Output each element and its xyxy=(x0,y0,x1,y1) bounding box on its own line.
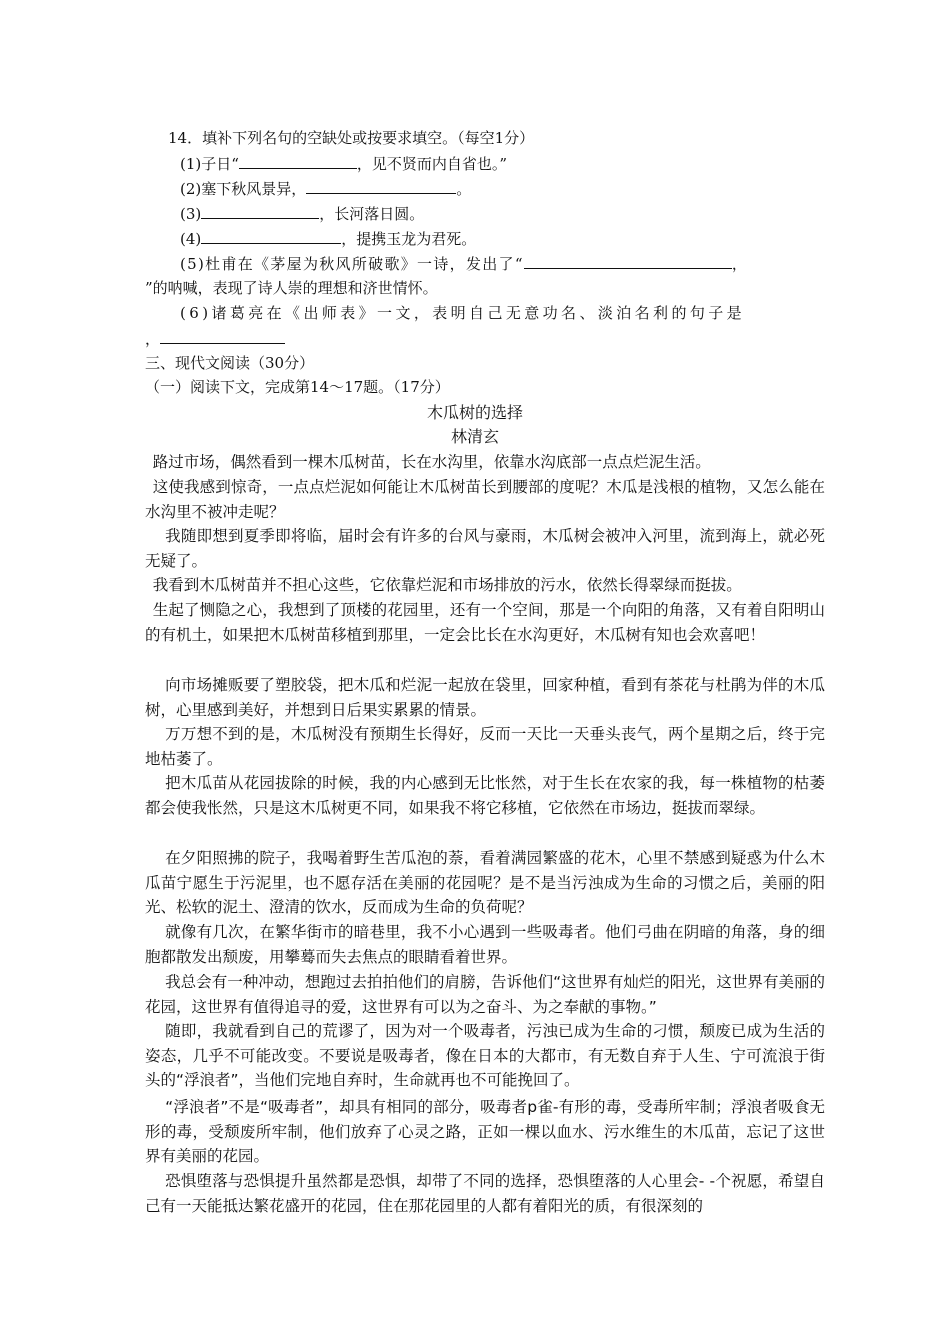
paragraph: 这使我感到惊奇，一点点烂泥如何能让木瓜树苗长到腰部的度呢？木瓜是浅根的植物，又怎么能在水沟里不被冲走呢？ xyxy=(145,478,825,521)
article-title: 木瓜树的选择 xyxy=(426,403,523,422)
q14-item-5-line2: ”的呐喊，表现了诗人崇的理想和济世情怀。 xyxy=(145,279,438,297)
answer-blank[interactable] xyxy=(306,178,456,194)
paragraph: “浮浪者”不是“吸毒者”，却具有相同的部分，吸毒者p雀-有形的毒，受毒所牢制；浮浪者吸食无形的毒，受颓废所牢制，他们放弃了心灵之路，正如一棵以血水、污水维生的木瓜苗，忘记了这世界有美丽的花园。 xyxy=(145,1098,825,1166)
answer-blank[interactable] xyxy=(239,153,357,169)
answer-blank[interactable] xyxy=(201,203,319,219)
q14-item-4: (4) ，提携玉龙为君死。 xyxy=(180,230,477,248)
answer-blank[interactable] xyxy=(201,228,341,244)
article-author: 林清玄 xyxy=(450,427,499,446)
paragraph: 我随即想到夏季即将临，届时会有许多的台风与豪雨，木瓜树会被冲入河里，流到海上，就必死无疑了。 xyxy=(145,527,825,570)
section-heading: 三、现代文阅读（30分） xyxy=(145,354,315,372)
q14-item-5-line1: (5)杜甫在《茅屋为秋风所破歌》一诗，发出了“ ， xyxy=(180,255,749,273)
paragraph: 随即，我就看到自己的荒谬了，因为对一个吸毒者，污浊已成为生命的刁惯，颓废已成为生活的姿态，几乎不可能改变。不要说是吸毒者，像在日本的大都市，有无数自弃于人生、宁可流浪于街头的“浮浪者”，当他们完地自弃时，生命就再也不可能挽回了。 xyxy=(145,1022,825,1090)
paragraph: 我总会有一种冲动，想跑过去拍拍他们的肩膀，告诉他们“这世界有灿烂的阳光，这世界有美丽的花园，这世界有值得追寻的爱，这世界有可以为之奋斗、为之奉献的事物。” xyxy=(145,973,825,1016)
paragraph: 万万想不到的是，木瓜树没有预期生长得好，反而一天比一天垂头丧气，两个星期之后，终于完地枯萎了。 xyxy=(145,725,825,768)
paragraph: 恐惧堕落与恐惧提升虽然都是恐惧，却带了不同的选择，恐惧堕落的人心里会- -个祝愿，希望自己有一天能抵达繁花盛开的花园，住在那花园里的人都有着阳光的质，有很深刻的 xyxy=(145,1172,825,1215)
section-subheading: （一）阅读下文，完成第14～17题。（17分） xyxy=(145,378,450,396)
q14-item-6-line1: (6)诸葛亮在《出师表》一文，表明自己无意功名、淡泊名利的句子是 xyxy=(180,304,746,322)
paragraph: 我看到木瓜树苗并不担心这些，它依靠烂泥和市场排放的污水，依然长得翠绿而挺拔。 xyxy=(152,576,742,594)
paragraph: 把木瓜苗从花园拔除的时候，我的内心感到无比怅然，对于生长在农家的我，每一株植物的枯萎都会使我怅然，只是这木瓜树更不同，如果我不将它移植，它依然在市场边，挺拔而翠绿。 xyxy=(145,774,825,817)
paragraph: 生起了恻隐之心，我想到了顶楼的花园里，还有一个空间，那是一个向阳的角落，又有着自阳明山的有机土，如果把木瓜树苗移植到那里，一定会比长在水沟更好，木瓜树有知也会欢喜吧！ xyxy=(145,601,825,644)
answer-blank[interactable] xyxy=(160,328,285,344)
paragraph: 就像有几次，在繁华街市的暗巷里，我不小心遇到一些吸毒者。他们弓曲在阴暗的角落，身的细胞都散发出颓废，用攀蓦而失去焦点的眼睛看着世界。 xyxy=(145,923,825,966)
paragraph: 在夕阳照拂的院子，我喝着野生苦瓜泡的萘，看着满园繁盛的花木，心里不禁感到疑惑为什么木瓜苗宁愿生于污泥里，也不愿存活在美丽的花园呢？是不是当污浊成为生命的习惯之后，美丽的阳光、松软的泥土、澄清的饮水，反而成为生命的负荷呢？ xyxy=(145,849,825,917)
q14-item-6-line2: ， xyxy=(145,328,285,349)
answer-blank[interactable] xyxy=(524,253,732,269)
paragraph: 路过市场，偶然看到一棵木瓜树苗，长在水沟里，依靠水沟底部一点点烂泥生活。 xyxy=(152,453,711,471)
q14-item-3: (3) ，长河落日圆。 xyxy=(180,205,425,223)
q14-item-1: (1)子日“ ，见不贤而内自省也。” xyxy=(180,155,508,173)
q14-item-2: (2)塞下秋风景异， 。 xyxy=(180,180,472,198)
paragraph: 向市场摊贩要了塑胶袋，把木瓜和烂泥一起放在袋里，回家种植，看到有茶花与杜鹃为伴的木瓜树，心里感到美好，并想到日后果实累累的情景。 xyxy=(145,676,825,719)
q14-heading: 14．填补下列名句的空缺处或按要求填空。（每空1分） xyxy=(168,129,535,147)
